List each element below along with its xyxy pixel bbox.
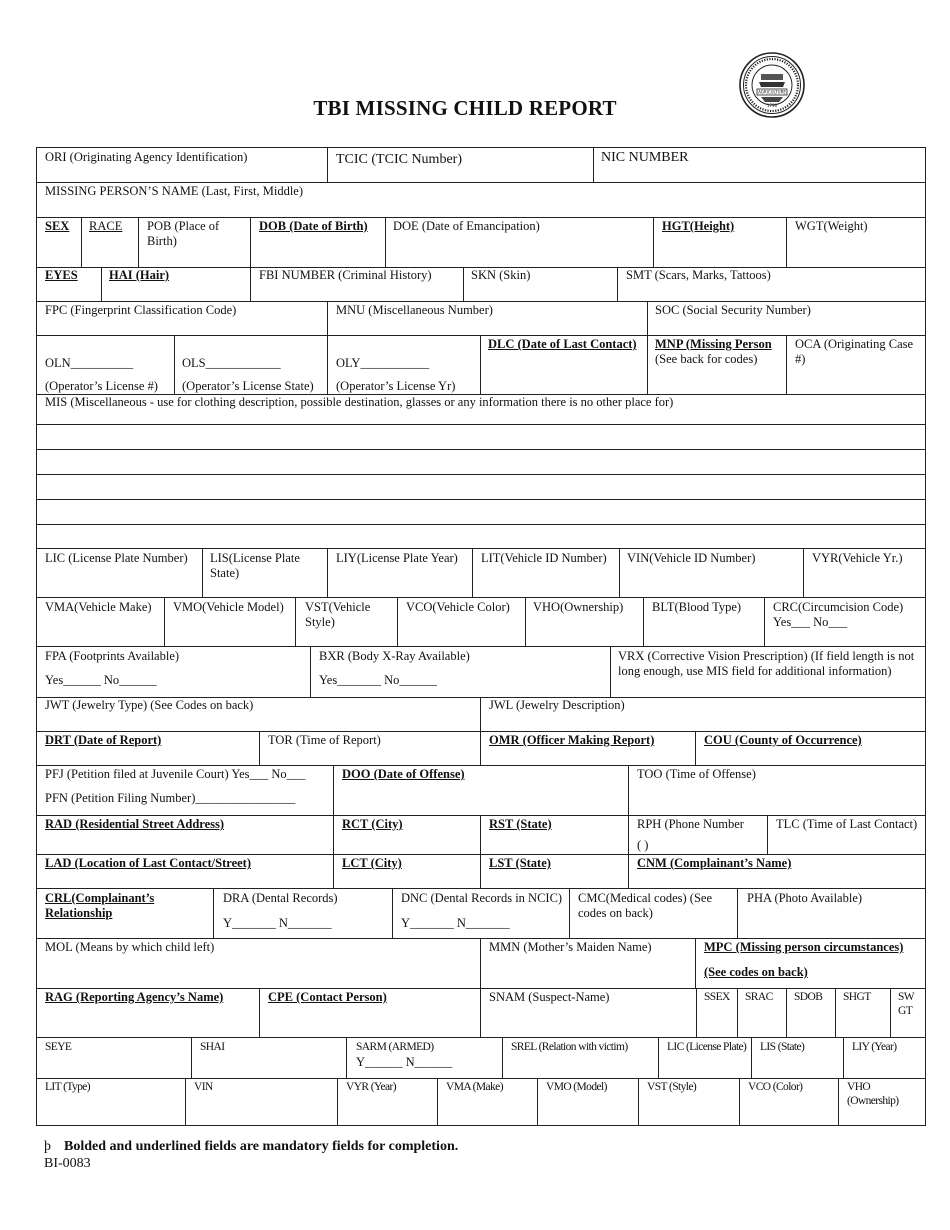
vho-field[interactable]: VHO(Ownership) xyxy=(533,600,624,614)
mpc-caption: (See codes on back) xyxy=(704,965,808,979)
shai-field[interactable]: SHAI xyxy=(200,1041,225,1053)
suspect-vmo-field[interactable]: VMO (Model) xyxy=(546,1081,607,1093)
oln-field[interactable]: OLN__________ xyxy=(45,356,134,370)
skin-field[interactable]: SKN (Skin) xyxy=(471,268,531,282)
form-number: BI-0083 xyxy=(44,1156,91,1171)
jwt-field[interactable]: JWT (Jewelry Type) (See Codes on back) xyxy=(45,698,254,712)
vmo-field[interactable]: VMO(Vehicle Model) xyxy=(173,600,284,614)
pfn-field[interactable]: PFN (Petition Filing Number)________________ xyxy=(45,791,296,805)
suspect-vst-field[interactable]: VST (Style) xyxy=(647,1081,697,1093)
vco-field[interactable]: VCO(Vehicle Color) xyxy=(406,600,510,614)
cnm-field[interactable]: CNM (Complainant’s Name) xyxy=(637,856,792,870)
pob-field[interactable]: POB (Place of Birth) xyxy=(147,219,220,248)
sarm-field[interactable]: SARM (ARMED) xyxy=(356,1041,434,1053)
drt-field[interactable]: DRT (Date of Report) xyxy=(45,733,162,747)
srel-field[interactable]: SREL (Relation with victim) xyxy=(511,1041,628,1053)
suspect-vma-field[interactable]: VMA (Make) xyxy=(446,1081,503,1093)
bxr-yes-no[interactable]: Yes_______ No______ xyxy=(319,673,437,687)
wgt-field[interactable]: WGT(Weight) xyxy=(795,219,868,233)
mnu-field[interactable]: MNU (Miscellaneous Number) xyxy=(336,303,493,317)
vma-field[interactable]: VMA(Vehicle Make) xyxy=(45,600,152,614)
too-field[interactable]: TOO (Time of Offense) xyxy=(637,767,756,781)
fbi-number-field[interactable]: FBI NUMBER (Criminal History) xyxy=(259,268,432,282)
dob-field[interactable]: DOB (Date of Birth) xyxy=(259,219,368,233)
mol-field[interactable]: MOL (Means by which child left) xyxy=(45,940,215,954)
swgt-field[interactable]: SW GT xyxy=(898,991,915,1017)
rad-field[interactable]: RAD (Residential Street Address) xyxy=(45,817,225,831)
shgt-field[interactable]: SHGT xyxy=(843,991,871,1003)
vyr-field[interactable]: VYR(Vehicle Yr.) xyxy=(812,551,903,565)
lst-field[interactable]: LST (State) xyxy=(489,856,551,870)
sex-field[interactable]: SEX xyxy=(45,219,70,233)
rph-field[interactable]: RPH (Phone Number xyxy=(637,817,744,831)
suspect-lit-field[interactable]: LIT (Type) xyxy=(45,1081,91,1093)
form-title: TBI MISSING CHILD REPORT xyxy=(313,96,617,120)
oca-field[interactable]: OCA (Originating Case #) xyxy=(795,337,914,366)
pha-field[interactable]: PHA (Photo Available) xyxy=(747,891,863,905)
svg-text:AGRICULTURE: AGRICULTURE xyxy=(758,89,786,95)
hgt-field[interactable]: HGT(Height) xyxy=(662,219,735,233)
ssex-field[interactable]: SSEX xyxy=(704,991,730,1003)
snam-field[interactable]: SNAM (Suspect-Name) xyxy=(489,990,610,1004)
crc-field[interactable]: CRC(Circumcision Code) xyxy=(773,600,904,614)
fpc-field[interactable]: FPC (Fingerprint Classification Code) xyxy=(45,303,237,317)
ols-field[interactable]: OLS____________ xyxy=(182,356,281,370)
oln-caption: (Operator’s License #) xyxy=(45,379,158,393)
doo-field[interactable]: DOO (Date of Offense) xyxy=(342,767,465,781)
dnc-field[interactable]: DNC (Dental Records in NCIC) xyxy=(401,891,563,905)
suspect-liy-field[interactable]: LIY (Year) xyxy=(852,1041,897,1053)
rag-field[interactable]: RAG (Reporting Agency’s Name) xyxy=(45,990,224,1004)
ori-field[interactable]: ORI (Originating Agency Identification) xyxy=(45,150,248,164)
eyes-field[interactable]: EYES xyxy=(45,268,78,282)
fpa-field[interactable]: FPA (Footprints Available) xyxy=(45,649,180,663)
suspect-vho-field[interactable]: VHO (Ownership) xyxy=(847,1081,899,1107)
jwl-field[interactable]: JWL (Jewelry Description) xyxy=(489,698,625,712)
dra-yes-no[interactable]: Y_______ N_______ xyxy=(223,916,332,930)
pfj-field[interactable]: PFJ (Petition filed at Juvenile Court) Yes___ No___ xyxy=(45,767,306,781)
srac-field[interactable]: SRAC xyxy=(745,991,773,1003)
lit-field[interactable]: LIT(Vehicle ID Number) xyxy=(481,551,607,565)
liy-field[interactable]: LIY(License Plate Year) xyxy=(336,551,458,565)
report-form xyxy=(36,147,926,1126)
dra-field[interactable]: DRA (Dental Records) xyxy=(223,891,338,905)
vst-field[interactable]: VST(Vehicle Style) xyxy=(305,600,371,629)
oly-field[interactable]: OLY___________ xyxy=(336,356,430,370)
crc-yes-no[interactable]: Yes___ No___ xyxy=(773,615,848,629)
sarm-yes-no[interactable]: Y______ N______ xyxy=(356,1055,453,1069)
fpa-yes-no[interactable]: Yes______ No______ xyxy=(45,673,157,687)
lic-field[interactable]: LIC (License Plate Number) xyxy=(45,551,188,565)
oly-caption: (Operator’s License Yr) xyxy=(336,379,456,393)
suspect-vin-field[interactable]: VIN xyxy=(194,1081,213,1093)
mandatory-fields-note xyxy=(44,1139,458,1155)
hair-field[interactable]: HAI (Hair) xyxy=(109,268,170,282)
lad-field[interactable]: LAD (Location of Last Contact/Street) xyxy=(45,856,251,870)
svg-text:1796: 1796 xyxy=(766,103,778,108)
lct-field[interactable]: LCT (City) xyxy=(342,856,402,870)
doe-field[interactable]: DOE (Date of Emancipation) xyxy=(393,219,540,233)
omr-field[interactable]: OMR (Officer Making Report) xyxy=(489,733,655,747)
missing-person-name-field[interactable]: MISSING PERSON’S NAME (Last, First, Middle) xyxy=(45,184,304,198)
cmc-field[interactable]: CMC(Medical codes) (See codes on back) xyxy=(578,891,712,920)
lis-field[interactable]: LIS(License Plate State) xyxy=(210,551,300,580)
suspect-lic-field[interactable]: LIC (License Plate) xyxy=(667,1041,747,1053)
dnc-yes-no[interactable]: Y_______ N_______ xyxy=(401,916,510,930)
rct-field[interactable]: RCT (City) xyxy=(342,817,403,831)
mmn-field[interactable]: MMN (Mother’s Maiden Name) xyxy=(489,940,652,954)
suspect-vyr-field[interactable]: VYR (Year) xyxy=(346,1081,397,1093)
sdob-field[interactable]: SDOB xyxy=(794,991,823,1003)
cpe-field[interactable]: CPE (Contact Person) xyxy=(268,990,387,1004)
tor-field[interactable]: TOR (Time of Report) xyxy=(268,733,381,747)
cou-field[interactable]: COU (County of Occurrence) xyxy=(704,733,862,747)
tlc-field[interactable]: TLC (Time of Last Contact) xyxy=(776,817,918,831)
suspect-vco-field[interactable]: VCO (Color) xyxy=(748,1081,803,1093)
mis-field[interactable]: MIS (Miscellaneous - use for clothing description, possible destination, glasses or any information there is no other place for) xyxy=(45,395,674,409)
tcic-field[interactable]: TCIC (TCIC Number) xyxy=(336,152,462,167)
soc-field[interactable]: SOC (Social Security Number) xyxy=(655,303,811,317)
mnp-caption: (See back for codes) xyxy=(655,352,758,366)
smt-field[interactable]: SMT (Scars, Marks, Tattoos) xyxy=(626,268,771,282)
vin-field[interactable]: VIN(Vehicle ID Number) xyxy=(627,551,756,565)
mnp-field[interactable]: MNP (Missing Person xyxy=(655,337,772,351)
seye-field[interactable]: SEYE xyxy=(45,1041,72,1053)
crl-field[interactable]: CRL(Complainant’s Relationship xyxy=(45,891,155,920)
mpc-field[interactable]: MPC (Missing person circumstances) xyxy=(704,940,904,954)
suspect-lis-field[interactable]: LIS (State) xyxy=(760,1041,805,1053)
checkbox-mark-icon: þ xyxy=(44,1139,51,1154)
dlc-field[interactable]: DLC (Date of Last Contact) xyxy=(488,337,637,351)
rph-area-code[interactable]: ( ) xyxy=(637,838,649,852)
nic-field[interactable]: NIC NUMBER xyxy=(601,150,689,165)
blt-field[interactable]: BLT(Blood Type) xyxy=(652,600,742,614)
race-field[interactable]: RACE xyxy=(89,219,123,233)
rst-field[interactable]: RST (State) xyxy=(489,817,552,831)
bxr-field[interactable]: BXR (Body X-Ray Available) xyxy=(319,649,470,663)
ols-caption: (Operator’s License State) xyxy=(182,379,314,393)
mandatory-note-text: Bolded and underlined fields are mandatory fields for completion. xyxy=(64,1139,459,1154)
vrx-field[interactable]: VRX (Corrective Vision Prescription) (If field length is not long enough, use MIS field for additional information) xyxy=(618,649,915,678)
